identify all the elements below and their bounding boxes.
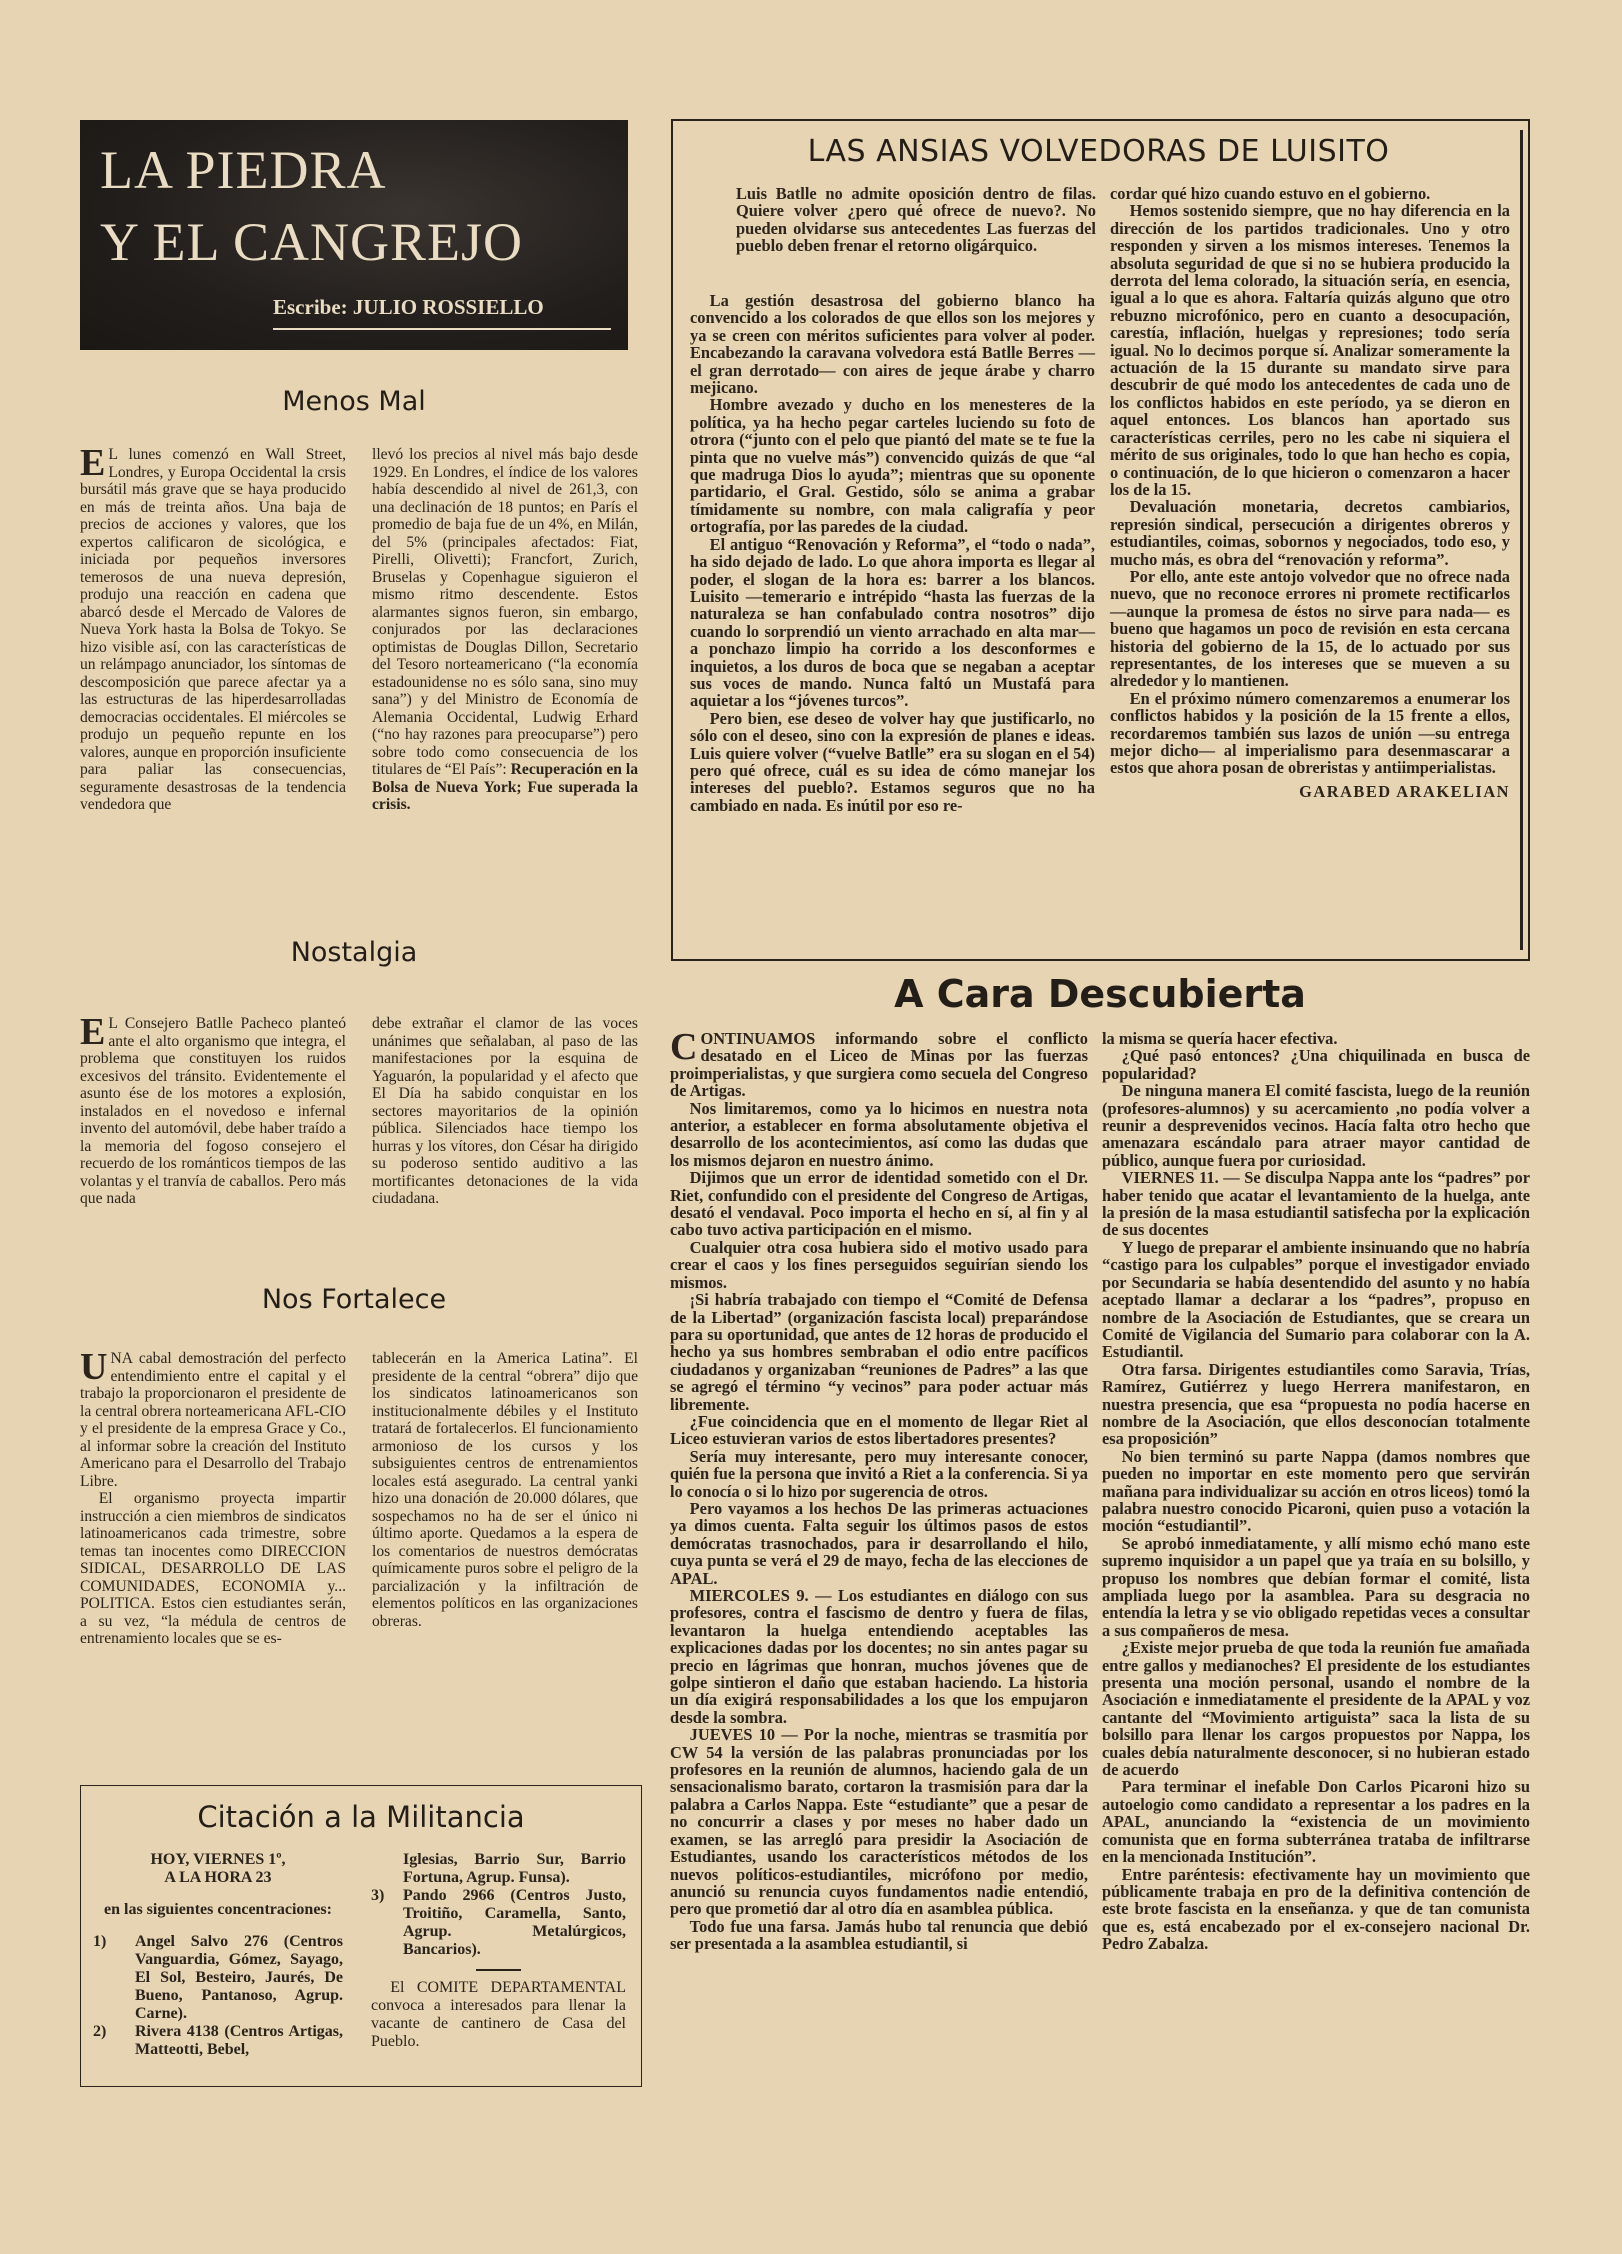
heading-nostalgia: Nostalgia	[290, 937, 418, 968]
paragraph-text: Hombre avezado y ducho en los menesteres de la política, ya ha hecho pegar carteles luciendo su foto de otrora (“junto con el pelo que piantó del mate se te fue la pinta que no vuelve más”) convencido quizás de que “al que madruga Dios lo ayuda”; mientras que su oponente partidario, el Gral. Gestido, sólo se anima a grabar tímidamente su nombre, con mala caligrafía y peor ortografía, por las paredes de la ciudad.	[690, 395, 1095, 537]
nostalgia-col2	[372, 1015, 638, 1208]
paragraph	[690, 396, 1095, 535]
paragraph	[372, 446, 638, 814]
paragraph-text: L Consejero Batlle Pacheco planteó ante el alto organismo que integra, el problema que constituyen los ruidos excesivos del tránsito. Evidentemente el asunto ése de los motores a explosión, instalados en el novedoso e infernal invento del automóvil, debe haber traído a la memoria del fogoso consejero el recuerdo de los románticos tiempos de las volantas y el tranvía de caballos. Pero más que nada	[80, 1015, 346, 1207]
bold-headline-quote: Recuperación en la Bolsa de Nueva York; Fue superada la crisis.	[372, 761, 638, 813]
paragraph-text: Dijimos que un error de identidad sometido con el Dr. Riet, confundido con el presidente del Congreso de Artigas, desató el vendaval. Poco importa el hecho en sí, al fin y al cabo tuvo activa participación en el mismo.	[670, 1168, 1088, 1240]
paragraph	[372, 1350, 638, 1630]
paragraph-text: la misma se quería hacer efectiva.	[1102, 1029, 1338, 1048]
paragraph	[1102, 1535, 1530, 1639]
paragraph-text: llevó los precios al nivel más bajo desde 1929. En Londres, el índice de los valores había descendido al nivel de 261,3, con una declinación de 18 puntos; en París el promedio de baja fue de un 4%, en Milán, del 5% (principales afectados: Fiat, Pirelli, Olivetti); Francfort, Zurich, Bruselas y Copenhague siguieron el mismo ritmo descendente. Estos alarmantes signos fueron, sin embargo, conjurados por las declaraciones optimistas de Douglas Dillon, Secretario del Tesoro norteamericano (“la economía estadounidense no es sólo sana, sino muy sana”) y del Ministro de Economía de Alemania Occidental, Ludwig Erhard (“no hay razones para preocuparse”) pero sobre todo como consecuencia de los titulares de “El País”:	[372, 446, 638, 778]
paragraph	[1110, 568, 1510, 690]
paragraph	[1102, 1448, 1530, 1535]
paragraph-text: Hemos sostenido siempre, que no hay diferencia en la dirección de los partidos tradicionales. Uno y otro responden y sirven a los mismos intereses. Tenemos la absoluta seguridad de que si no se hubiera producido la derrota del lema colorado, la situación sería, en esencia, igual a lo que es ahora. Faltaría quizás alguno que otro rebuzno microfónico, pero en cuanto a desocupación, carestía, inflación, huelgas y represiones; todo sería igual. No lo decimos porque sí. Analizar someramente la actuación de la 15 durante su mandato sirve para descubrir de qué modo los antecedentes de cada uno de los conflictos habidos en este período, ya se dieron en aquel entonces. Los blancos han aportado sus características cerriles, pero no les cabe ni siquiera el mérito de sus originales, todo lo que han hecho es copia, o continuación, de lo que hicieron o comenzaron a hacer los de la 15.	[1110, 201, 1510, 499]
paragraph	[670, 1726, 1088, 1917]
cara-col1	[670, 1026, 1088, 1954]
paragraph	[1102, 1866, 1530, 1953]
separator-rule	[476, 1969, 521, 1971]
paragraph	[1102, 1239, 1530, 1361]
item-text: Angel Salvo 276 (Centros Vanguardia, Gómez, Sayago, El Sol, Besteiro, Jaurés, De Bueno, Pantanoso, Agrup. Carne).	[135, 1933, 343, 2022]
paragraph	[1102, 1047, 1530, 1082]
paragraph-text: ¿Qué pasó entonces? ¿Una chiquilinada en busca de popularidad?	[1102, 1046, 1530, 1083]
dropcap: E	[80, 1011, 106, 1053]
item-number: 3)	[371, 1887, 385, 1904]
citacion-box	[80, 1785, 642, 2087]
dropcap: C	[670, 1026, 698, 1068]
paragraph-text: En el próximo número comenzaremos a enumerar los conflictos habidos y la posición de la 15 frente a ellos, recordaremos también sus lazos de unión —su entrega mejor dicho— al imperialismo para desenmascarar a estos que ahora posan de obreristas y antiimperialistas.	[1110, 688, 1510, 778]
column-title-line1: LA PIEDRA	[100, 140, 387, 200]
paragraph-text: Pero vayamos a los hechos De las primeras actuaciones ya dimos cuenta. Falta seguir los últimos pasos de estos demócratas trasnochados, para ir desarrollando el hilo, cuya punta se verá el 29 de mayo, fecha de las elecciones de APAL.	[670, 1498, 1088, 1588]
paragraph-text: Todo fue una farsa. Jamás hubo tal renuncia que debió ser presentada a la asamblea estudiantil, si	[670, 1916, 1088, 1954]
item-text: Pando 2966 (Centros Justo, Troitiño, Caramella, Santo, Agrup. Metalúrgicos, Bancarios).	[403, 1887, 626, 1958]
citacion-item-2	[93, 2023, 343, 2059]
paragraph	[80, 442, 346, 814]
signature: GARABED ARAKELIAN	[1299, 781, 1510, 801]
citacion-heading: Citación a la Militancia	[197, 1800, 525, 1834]
paragraph	[670, 1500, 1088, 1587]
paragraph	[670, 1169, 1088, 1239]
byline-rule	[273, 328, 611, 330]
nos-fortalece-col2	[372, 1350, 638, 1630]
paragraph-text: ¿Fue coincidencia que en el momento de llegar Riet al Liceo estuvieran varios de estos libertadores presentes?	[670, 1411, 1088, 1449]
paragraph	[670, 1413, 1088, 1448]
paragraph	[1110, 690, 1510, 777]
column-title-line2: Y EL CANGREJO	[100, 212, 523, 272]
menos-mal-col1	[80, 442, 346, 814]
paragraph	[670, 1918, 1088, 1953]
paragraph-text: ¡Si habría trabajado con tiempo el “Comité de Defensa de la Libertad” (organización fascista local) preparándose para su oportunidad, que antes de 12 horas de producido el hecho ya sus hombres sembraban el odio entre pacíficos ciudadanos y organizaban “reuniones de Padres” a las que se agregó el término “y vecinos” para poder actuar más libremente.	[670, 1290, 1088, 1414]
paragraph-text: La gestión desastrosa del gobierno blanco ha convencido a los colorados de que ellos son los mejores y ya se creen con méritos suficientes para volver al poder. Encabezando la caravana volvedora está Batlle Berres —el gran derrotado— con aires de jeque árabe y charro mejicano.	[690, 291, 1095, 398]
paragraph-text: Sería muy interesante, pero muy interesante conocer, quién fue la persona que invitó a Riet a la conferencia. Si ya lo conocía o si lo hizo por sugerencia de otros.	[670, 1446, 1088, 1501]
nostalgia-col1	[80, 1011, 346, 1208]
paragraph	[80, 1011, 346, 1208]
paragraph	[670, 1239, 1088, 1291]
paragraph	[80, 1346, 346, 1490]
dropcap: E	[80, 442, 106, 484]
cara-heading: A Cara Descubierta	[894, 972, 1306, 1016]
paragraph-text: Entre paréntesis: efectivamente hay un movimiento que públicamente trabaja en pro de la definitiva contención de este brote fascista en la enseñanza. y que de tan comunista que es, está encabezado por el ex-consejero nacional Dr. Pedro Zabalza.	[1102, 1864, 1530, 1954]
paragraph	[670, 1026, 1088, 1101]
paragraph-text: Y luego de preparar el ambiente insinuando que no habría “castigo para los culpables” porque el investigador enviado por Secundaria se había desentendido del asunto y no había aceptado llamar a declarar a los “padres”, propuso en nombre de la Asociación de Estudiantes, que se creara un Comité de Vigilancia del Sumario para colaborar con la A. Estudiantil.	[1102, 1237, 1530, 1362]
byline: Escribe: JULIO ROSSIELLO	[273, 295, 544, 319]
paragraph-text: debe extrañar el clamor de las voces unánimes que señalaban, al paso de las manifestaciones por la esquina de Yaguarón, la popularidad y el afecto que El Día ha sabido conquistar en los sectores mayoritarios de la opinión pública. Silenciados hace tiempo los hurras y los vítores, don César ha dirigido su poderoso sentido auditivo a las mortificantes detonaciones de la vida ciudadana.	[372, 1015, 638, 1207]
paragraph-text: NA cabal demostración del perfecto entendimiento entre el capital y el trabajo la proporcionaron el presidente de la central obrera norteamericana AFL-CIO y el presidente de la empresa Grace y Co., al informar sobre la creación del Instituto Americano para el Desarrollo del Trabajo Libre.	[80, 1350, 346, 1490]
lead-paragraph: Luis Batlle no admite oposición dentro de filas. Quiere volver ¿pero qué ofrece de nuevo?. No pueden olvidarse sus antecedentes Las fuerzas del pueblo deben frenar el retorno oligárquico.	[736, 184, 1096, 256]
paragraph-text: Cualquier otra cosa hubiera sido el motivo usado para crear el caos y los fines perseguidos seguirían siendo los mismos.	[670, 1237, 1088, 1292]
menos-mal-col2	[372, 446, 638, 814]
paragraph-text: JUEVES 10 — Por la noche, mientras se trasmitía por CW 54 la versión de las palabras pronunciadas por los profesores en la reunión de alumnos, haciendo gala de un sensacionalismo barato, cortaron la trasmisión para dar la palabra a Carlos Nappa. Este “estudiante” que a pesar de no concurrir a clases y por meses no haber dado un examen, se las arregló para presidir la Asociación de Estudiantes, usando los característicos métodos de los nuevos políticos-estudiantiles, micrófono por medio, anunció su renuncia cuyos fundamentos nadie entendió, pero que prometió dar al otro día en asamblea pública.	[670, 1725, 1088, 1919]
citacion-when-line2: A LA HORA 23	[164, 1869, 272, 1886]
paragraph	[1102, 1082, 1530, 1169]
luisito-heading: LAS ANSIAS VOLVEDORAS DE LUISITO	[807, 134, 1390, 169]
paragraph-text: Se aprobó inmediatamente, y allí mismo echó mano este supremo inquisidor a un papel que ya traía en su bolsillo, y propuso los nombres que debían formar el comité, lista ampliada luego por la asamblea. Para su desgracia no entendía la letra y se vio obligado repetidas veces a consultar a sus compañeros de mesa.	[1102, 1533, 1530, 1640]
paragraph-text: ¿Existe mejor prueba de que toda la reunión fue amañada entre gallos y medianoches? El presidente de los estudiantes presenta una moción personal, usando el nombre de la Asociación e inmediatamente el presidente de la APAL y voz cantante del “Movimiento artiguista” saca la lista de su bolsillo para llenar los cargos propuestos por Nappa, los cuales debía naturalmente desconocer, si no hubieran estado de acuerdo	[1102, 1638, 1530, 1780]
luisito-lead	[736, 185, 1096, 255]
heading-menos-mal: Menos Mal	[282, 386, 426, 417]
paragraph	[670, 1448, 1088, 1500]
paragraph	[1110, 202, 1510, 498]
paragraph-text: tablecerán en la America Latina”. El presidente de la central “obrera” dijo que los sindicatos latinoamericanos son institucionalmente débiles y el Instituto tratará de fortalecerlos. El funcionamiento armonioso de los cursos y los subsiguientes centros de entrenamientos locales está asegurado. La central yanki hizo una donación de 20.000 dólares, que sospechamos no ha de ser el único ni último aporte. Quedamos a la espera de los comentarios de nuestros demócratas químicamente puros sobre el peligro de la parcialización y la infiltración de elementos políticos en las organizaciones obreras.	[372, 1350, 638, 1630]
paragraph-text: L lunes comenzó en Wall Street, Londres, y Europa Occidental la crsis bursátil más grave que se haya producido en más de treinta años. Una baja de precios de acciones y valores, que los expertos calificaron de sicológica, e iniciada por pequeños inversores temerosos de una nueva depresión, produjo una reacción en cadena que abarcó desde el Mercado de Valores de Nueva York hasta la Bolsa de Tokyo. Se hizo visible así, con las características de un relámpago anunciador, los síntomas de descomposición que parece afectar ya a las estructuras de las hiperdesarrolladas democracias occidentales. El miércoles se produjo un pequeño repunte en los valores, aunque en proporción insuficiente para paliar las consecuencias, seguramente desastrosas de la tendencia vendedora que	[80, 446, 346, 813]
dropcap: U	[80, 1346, 108, 1388]
paragraph	[372, 1015, 638, 1208]
comite-notice: El COMITE DEPARTAMENTAL convoca a interesados para llenar la vacante de cantinero de Casa del Pueblo.	[371, 1978, 626, 2050]
paragraph	[670, 1100, 1088, 1170]
box-border-bar	[1520, 130, 1523, 950]
paragraph-text: Pero bien, ese deseo de volver hay que justificarlo, no sólo con el deseo, sino con la expresión de planes e ideas. Luis quiere volver (“vuelve Batlle” era su slogan en el 54) pero qué ofrece, cuál es su idea de cómo manejar los intereses del pueblo?. Estamos seguros que no ha cambiado en nada. Es inútil por eso re-	[690, 708, 1095, 815]
citacion-item-1	[93, 1933, 343, 2023]
paragraph	[690, 710, 1095, 814]
paragraph-text: cordar qué hizo cuando estuvo en el gobierno.	[1110, 184, 1431, 203]
luisito-col1	[690, 292, 1095, 814]
paragraph-text: Por ello, ante este antojo volvedor que no ofrece nada nuevo, que no reconoce errores ni promete rectificarlos —aunque la promesa de éstos no sirve para nada— es bueno que hagamos un poco de revisión en esta cercana historia del gobierno de la 15, de lo actuado por sus representantes, de los intereses que se mueven a su alrededor y lo mantienen.	[1110, 566, 1510, 691]
nos-fortalece-col1	[80, 1346, 346, 1648]
paragraph-text: El antiguo “Renovación y Reforma”, el “todo o nada”, ha sido dejado de lado. Lo que ahora importa es llegar al poder, el slogan de la hora es: barrer a los blancos. Luisito —temerario e intrépido “hasta las fuerzas de la naturaleza se han confabulado contra nosotros” dijo cuando lo sorprendió un viento arrachado en alta mar— a ponchazo limpio ha corrido a los desconformes e inquietos, a los duros de boca que se negaban a aceptar sus voces de mando. Nunca faltó un Mustafá para aquietar a los “jóvenes turcos”.	[690, 534, 1095, 711]
paragraph	[1102, 1361, 1530, 1448]
item-number: 2)	[93, 2023, 107, 2040]
paragraph-text: Otra farsa. Dirigentes estudiantiles como Saravia, Trías, Ramírez, Gutiérrez y luego Herrera manifestaron, en nuestra presencia, que esa “propuesta no podía hacerse en nombre de la Asociación, que ellos desconocían totalmente esa proposición”	[1102, 1359, 1530, 1449]
paragraph-text: Nos limitaremos, como ya lo hicimos en nuestra nota anterior, a establecer en forma absolutamente objetiva el desarrollo de los acontecimientos, así como las dudas que los mismos dejaron en nuestro ánimo.	[670, 1098, 1088, 1170]
heading-nos-fortalece: Nos Fortalece	[261, 1284, 447, 1315]
paragraph-text: MIERCOLES 9. — Los estudiantes en diálogo con sus profesores, contra el fascismo de dentro y fuera de filas, levantaron la huelga entendiendo aceptables las explicaciones dadas por los docentes; no sin antes pagar su precio en lágrimas que honran, muchos jóvenes que de golpe sintieron el daño que estaban haciendo. La historia un día exigirá responsabilidades a los que los empujaron desde la sombra.	[670, 1586, 1088, 1727]
paragraph-text: ONTINUAMOS informando sobre el conflicto desatado en el Liceo de Minas por las fuerzas proimperialistas, y que surgiera como secuela del Congreso de Artigas.	[670, 1029, 1088, 1101]
paragraph-text: De ninguna manera El comité fascista, luego de la reunión (profesores-alumnos) y su acercamiento ,no podía volver a reunir a desprevenidos vecinos. Hacía falta otro hecho que amenazara escándalo para atraer mayor cantidad de público, aunque fuera por curiosidad.	[1102, 1081, 1530, 1170]
paragraph	[1110, 498, 1510, 568]
paragraph-text: El organismo proyecta impartir instrucción a cien miembros de sindicatos latinoamericanos cada trimestre, sobre temas tan inocentes como DIRECCION SIDICAL, DESARROLLO DE LAS COMUNIDADES, ECONOMIA y... POLITICA. Estos cien estudiantes serán, a su vez, “la médula de centros de entrenamiento locales que se es-	[80, 1490, 346, 1647]
paragraph	[1110, 185, 1510, 202]
citacion-intro: en las siguientes concentraciones:	[104, 1901, 332, 1918]
paragraph-text: VIERNES 11. — Se disculpa Nappa ante los “padres” por haber tenido que acatar el levantamiento de la huelga, ante la presión de la masa estudiantil satisfecha por la explicación de sus docentes	[1102, 1168, 1530, 1240]
citacion-item-2-continued: Iglesias, Barrio Sur, Barrio Fortuna, Agrup. Funsa).	[403, 1851, 626, 1886]
paragraph-text: Devaluación monetaria, decretos cambiarios, represión sindical, persecución a dirigentes obreros y estudiantiles, coimas, sobornos y negociados, todo eso, y mucho más, es obra del “renovación y reforma”.	[1110, 497, 1510, 569]
paragraph	[1102, 1030, 1530, 1047]
paragraph	[670, 1587, 1088, 1726]
paragraph	[1102, 1778, 1530, 1865]
paragraph	[690, 536, 1095, 710]
item-text: Rivera 4138 (Centros Artigas, Matteotti, Bebel,	[135, 2023, 343, 2058]
luisito-col2	[1110, 185, 1510, 800]
paragraph	[690, 292, 1095, 396]
citacion-when-line1: HOY, VIERNES 1º,	[150, 1851, 286, 1868]
column-title-banner	[80, 120, 628, 350]
paragraph	[1102, 1639, 1530, 1778]
citacion-item-3	[371, 1887, 626, 1959]
cara-col2	[1102, 1030, 1530, 1953]
item-number: 1)	[93, 1933, 107, 1950]
paragraph-text: Para terminar el inefable Don Carlos Picaroni hizo su autoelogio como candidato a representar a los padres en la APAL, anunciando la “existencia de un movimiento comunista que en forma subterránea trataba de infiltrarse en la mencionada Institución”.	[1102, 1777, 1530, 1867]
paragraph-text: No bien terminó su parte Nappa (damos nombres que pueden no importar en este momento pero que servirán mañana para individualizar su acción en otros liceos) tomó la palabra nuestro conocido Picaroni, quien puso a votación la moción “estudiantil”.	[1102, 1446, 1530, 1536]
paragraph	[670, 1291, 1088, 1413]
paragraph	[1102, 1169, 1530, 1239]
paragraph	[80, 1490, 346, 1648]
